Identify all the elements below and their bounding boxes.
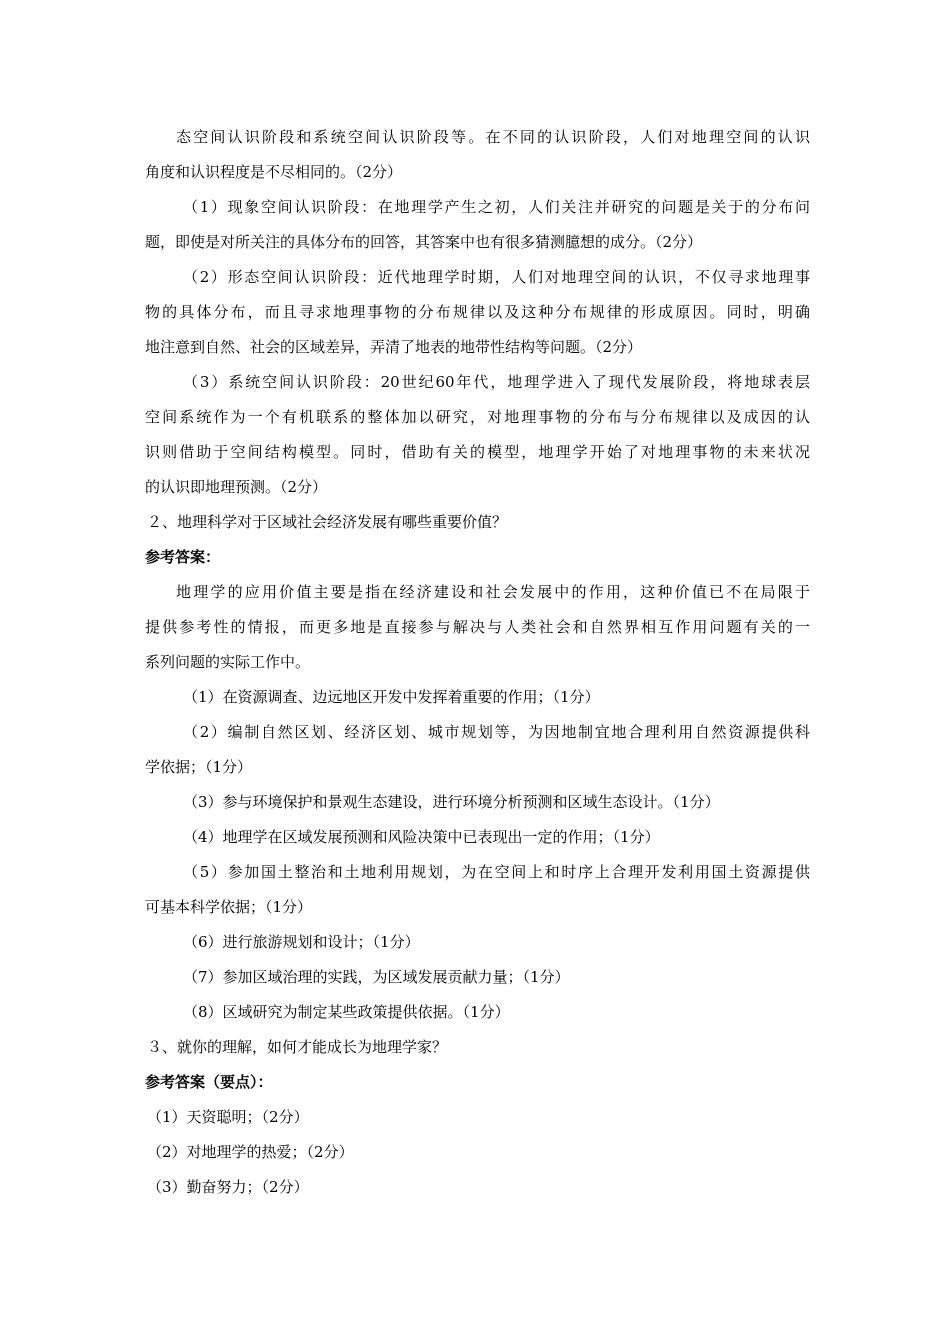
section1-intro [145, 120, 810, 190]
paragraph-line: 的认识即地理预测。（2分） [145, 478, 328, 496]
paragraph-line: 空间系统作为一个有机联系的整体加以研究，对地理事物的分布与分布规律以及成因的认 [145, 408, 810, 426]
section1-point-2 [145, 260, 810, 365]
paragraph-line: 可基本科学依据；（1分） [145, 898, 313, 916]
section1-point-3 [145, 365, 810, 505]
question-3-point-2: （2）对地理学的热爱；（2分） [147, 1143, 354, 1161]
paragraph-line: 地注意到自然、社会的区域差异，弄清了地表的地带性结构等问题。（2分） [145, 338, 643, 356]
section1-point-1 [145, 190, 810, 260]
paragraph-line: （2）编制自然区划、经济区划、城市规划等，为因地制宜地合理利用自然资源提供科 [183, 723, 810, 741]
paragraph-line: （5）参加国土整治和土地利用规划，为在空间上和时序上合理开发利用国土资源提供 [183, 863, 810, 881]
question-2-point-3: （3）参与环境保护和景观生态建设，进行环境分析预测和区域生态设计。（1分） [183, 793, 720, 811]
paragraph-line: 地理学的应用价值主要是指在经济建设和社会发展中的作用，这种价值已不在局限于 [176, 583, 810, 601]
paragraph-line: 角度和认识程度是不尽相同的。（2分） [145, 163, 403, 181]
document-page [145, 120, 810, 1205]
question-3-title: ３、就你的理解，如何才能成长为地理学家？ [147, 1038, 448, 1056]
question-2-point-6: （6）进行旅游规划和设计；（1分） [183, 933, 420, 951]
question-2-title: ２、地理科学对于区域社会经济发展有哪些重要价值？ [147, 513, 508, 531]
question-2-point-8: （8）区域研究为制定某些政策提供依据。（1分） [183, 1003, 510, 1021]
question-2-answer-label: 参考答案： [145, 548, 221, 566]
paragraph-line: （1）现象空间认识阶段：在地理学产生之初，人们关注并研究的问题是关于的分布问 [183, 198, 810, 216]
paragraph-line: 题，即使是对所关注的具体分布的回答，其答案中也有很多猜测臆想的成分。（2分） [145, 233, 703, 251]
paragraph-line: 系列问题的实际工作中。 [145, 653, 311, 671]
question-2-point-2 [145, 715, 810, 785]
paragraph-line: 态空间认识阶段和系统空间认识阶段等。在不同的认识阶段，人们对地理空间的认识 [176, 128, 810, 146]
paragraph-line: 学依据；（1分） [145, 758, 253, 776]
question-2-intro [145, 575, 810, 680]
question-3-point-3: （3）勤奋努力；（2分） [147, 1178, 309, 1196]
question-2-point-7: （7）参加区域治理的实践，为区域发展贡献力量；（1分） [183, 968, 570, 986]
paragraph-line: 物的具体分布，而且寻求地理事物的分布规律以及这种分布规律的形成原因。同时，明确 [145, 303, 810, 321]
question-2-point-1: （1）在资源调查、边远地区开发中发挥着重要的作用；（1分） [183, 688, 600, 706]
question-3-answer-label: 参考答案（要点）： [145, 1073, 273, 1091]
paragraph-line: 识则借助于空间结构模型。同时，借助有关的模型，地理学开始了对地理事物的未来状况 [145, 443, 810, 461]
paragraph-line: （3）系统空间认识阶段：20世纪60年代，地理学进入了现代发展阶段，将地球表层 [183, 373, 810, 391]
question-3-point-1: （1）天资聪明；（2分） [147, 1108, 309, 1126]
paragraph-line: 提供参考性的情报，而更多地是直接参与解决与人类社会和自然界相互作用问题有关的一 [145, 618, 810, 636]
question-2-point-4: （4）地理学在区域发展预测和风险决策中已表现出一定的作用；（1分） [183, 828, 660, 846]
question-2-point-5 [145, 855, 810, 925]
paragraph-line: （2）形态空间认识阶段：近代地理学时期，人们对地理空间的认识，不仅寻求地理事 [183, 268, 810, 286]
